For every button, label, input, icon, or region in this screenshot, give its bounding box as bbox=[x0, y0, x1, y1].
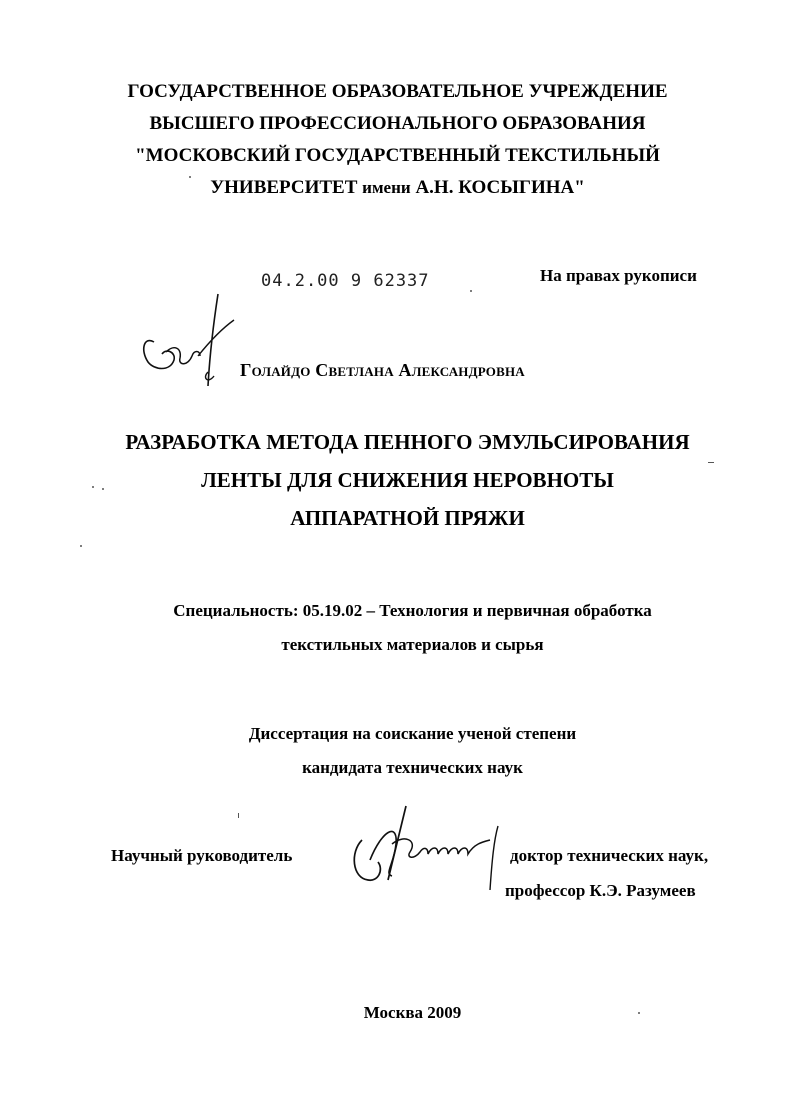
scan-speck bbox=[638, 1012, 640, 1014]
author-name: Голайдо Светлана Александровна bbox=[240, 360, 525, 380]
dissertation-degree-block bbox=[0, 717, 795, 785]
institution-line-2: ВЫСШЕГО ПРОФЕССИОНАЛЬНОГО ОБРАЗОВАНИЯ bbox=[149, 113, 646, 134]
scan-speck bbox=[189, 176, 191, 178]
institution-line-4b: имени bbox=[362, 178, 411, 197]
institution-header bbox=[0, 76, 795, 204]
institution-line-3: "МОСКОВСКИЙ ГОСУДАРСТВЕННЫЙ ТЕКСТИЛЬНЫЙ bbox=[135, 145, 660, 166]
title-line-3: АППАРАТНОЙ ПРЯЖИ bbox=[290, 506, 525, 530]
dissertation-line-1: Диссертация на соискание ученой степени bbox=[248, 724, 577, 743]
institution-line-4 bbox=[0, 172, 795, 204]
scan-speck bbox=[238, 813, 239, 818]
dissertation-line-2: кандидата технических наук bbox=[302, 758, 523, 777]
institution-line-4c: А.Н. КОСЫГИНА" bbox=[410, 177, 585, 198]
supervisor-name: профессор К.Э. Разумеев bbox=[505, 881, 696, 900]
institution-line-1: ГОСУДАРСТВЕННОЕ ОБРАЗОВАТЕЛЬНОЕ УЧРЕЖДЕНИЕ bbox=[127, 81, 668, 102]
specialty-block bbox=[0, 594, 795, 662]
author-signature-icon bbox=[136, 290, 236, 390]
scan-speck bbox=[80, 545, 82, 547]
registration-number: 04.2.00 9 62337 bbox=[261, 271, 430, 291]
specialty-line-1: Специальность: 05.19.02 – Технология и первичная обработка bbox=[173, 601, 652, 620]
city-year: Москва 2009 bbox=[363, 1003, 462, 1022]
supervisor-label: Научный руководитель bbox=[111, 846, 293, 865]
scan-speck bbox=[102, 488, 104, 490]
institution-line-4a: УНИВЕРСИТЕТ bbox=[210, 177, 363, 198]
specialty-line-2: текстильных материалов и сырья bbox=[281, 635, 544, 654]
scan-speck bbox=[92, 486, 94, 488]
rights-notice: На правах рукописи bbox=[540, 266, 697, 285]
scan-speck bbox=[470, 290, 472, 292]
scan-speck bbox=[708, 462, 714, 463]
supervisor-degree: доктор технических наук, bbox=[510, 846, 709, 865]
title-line-1: РАЗРАБОТКА МЕТОДА ПЕННОГО ЭМУЛЬСИРОВАНИЯ bbox=[125, 430, 690, 454]
dissertation-title bbox=[0, 423, 795, 537]
supervisor-signature-icon bbox=[348, 800, 518, 895]
title-line-2: ЛЕНТЫ ДЛЯ СНИЖЕНИЯ НЕРОВНОТЫ bbox=[201, 468, 614, 492]
